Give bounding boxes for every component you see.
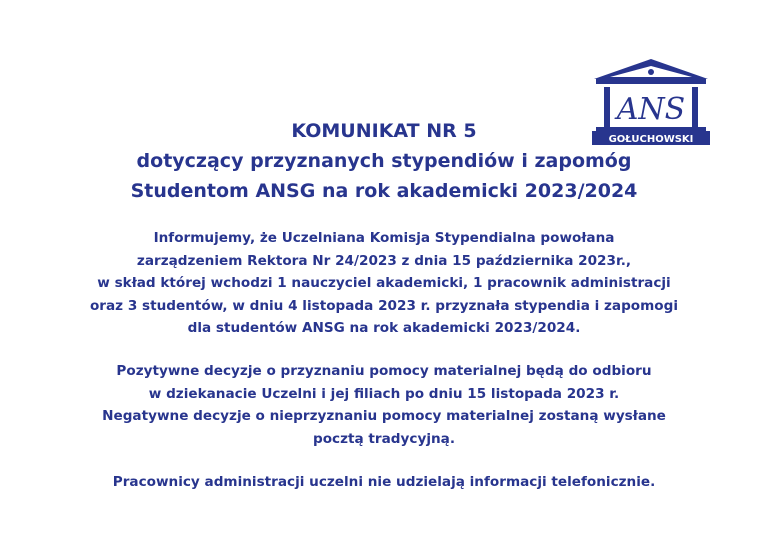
paragraph-committee bbox=[0, 227, 768, 340]
heading-line: dotyczący przyznanych stypendiów i zapomóg bbox=[136, 150, 632, 172]
paragraph-line: pocztą tradycyjną. bbox=[312, 430, 455, 447]
paragraph-line: w skład której wchodzi 1 nauczyciel akademicki, 1 pracownik administracji bbox=[97, 275, 671, 291]
paragraph-line: w dziekanacie Uczelni i jej filiach po dniu 15 listopada 2023 r. bbox=[148, 385, 620, 402]
paragraph-line: Pracownicy administracji uczelni nie udzielają informacji telefonicznie. bbox=[112, 474, 656, 490]
paragraph-line: Negatywne decyzje o nieprzyznaniu pomocy materialnej zostaną wysłane bbox=[102, 408, 666, 424]
logo-monogram: ANS bbox=[616, 92, 686, 127]
paragraph-phone-notice bbox=[0, 471, 768, 494]
paragraph-line: oraz 3 studentów, w dniu 4 listopada 2023 r. przyznała stypendia i zapomogi bbox=[89, 297, 679, 314]
heading-line: KOMUNIKAT NR 5 bbox=[291, 120, 477, 142]
paragraph-line: dla studentów ANSG na rok akademicki 2023/2024. bbox=[187, 320, 581, 336]
paragraph-line: Pozytywne decyzje o przyznaniu pomocy materialnej będą do odbioru bbox=[116, 363, 652, 379]
logo-label: GOŁUCHOWSKI bbox=[608, 134, 694, 145]
paragraph-line: Informujemy, że Uczelniana Komisja Stypendialna powołana bbox=[153, 230, 615, 246]
heading-line: Studentom ANSG na rok akademicki 2023/2024 bbox=[130, 180, 638, 202]
paragraph-line: zarządzeniem Rektora Nr 24/2023 z dnia 15 października 2023r., bbox=[136, 252, 632, 269]
paragraph-decisions bbox=[0, 360, 768, 450]
announcement-heading bbox=[0, 116, 768, 206]
